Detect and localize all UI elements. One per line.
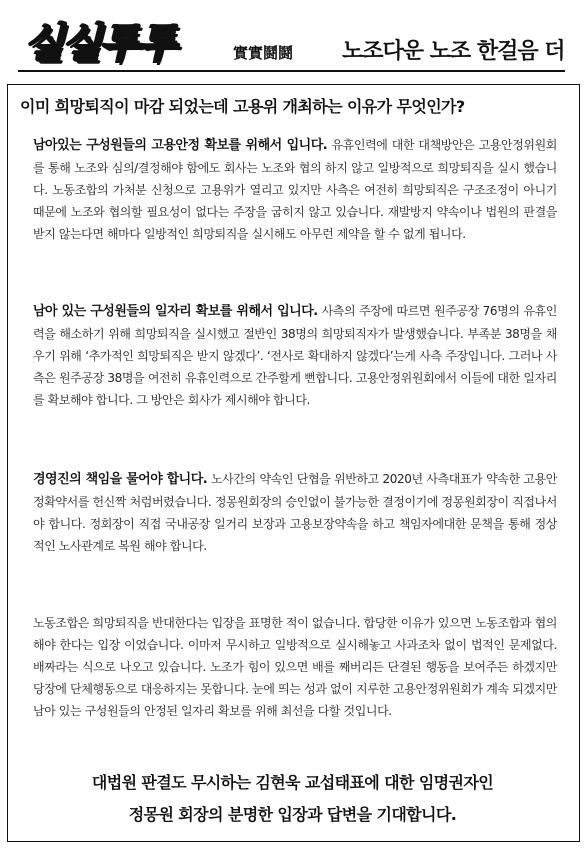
paragraph-2 bbox=[33, 300, 557, 411]
paragraph-1-body: 유휴인력에 대한 대책방안은 고용안정위원회를 통해 노조와 심의/결정해야 함에도 회사는 노조와 협의 하지 않고 일방적으로 희망퇴직을 실시 했습니다. 노동조합의 가처분 신청으로 고용위가 열리고 있지만 사측은 여전히 희망퇴직은 구조조정이 아니기 때문에 노조와 협의할 필요성이 없다는 주장을 굽히지 않고 있습니다. 재발방지 약속이나 법원의 판결을 받지 않는다면 해마다 일방적인 희망퇴직을 실시해도 아무런 제약을 할 수 없게 됩니다. bbox=[33, 138, 557, 241]
paragraph-2-body: 사측의 주장에 따르면 원주공장 76명의 유휴인력을 해소하기 위해 희망퇴직을 실시했고 절반인 38명의 희망퇴직자가 발생했습니다. 부족분 38명을 채우기 위해 ‘추가적인 희망퇴직은 받지 않겠다’. ‘전사로 확대하지 않겠다’는게 사측 주장입니다. 그러나 사측은 원주공장 38명을 여전히 유휴인력으로 간주할게 뻔합니다. 고용안정위원회에서 이들에 대한 일자리를 확보해야 합니다. 그 방안은 회사가 제시해야 합니다. bbox=[33, 304, 557, 407]
brand-hanja: 實實鬪鬪 bbox=[233, 44, 294, 62]
brand-logo-text: 실실투투 bbox=[24, 19, 175, 67]
paragraph-3-body: 노사간의 약속인 단협을 위반하고 2020년 사측대표가 약속한 고용안정확약서를 헌신짝 처럼버렸습니다. 정몽원회장의 승인없이 불가능한 결정이기에 정몽원회장이 직접나서야 합니다. 정회장이 직접 국내공장 일거리 보장과 고용보장약속을 하고 책임자에대한 문책을 통해 정상적인 노사관계로 복원 해야 합니다. bbox=[33, 472, 557, 553]
paragraph-4-body: 노동조합은 희망퇴직을 반대한다는 입장을 표명한 적이 없습니다. 합당한 이유가 있으면 노동조합과 협의해야 한다는 입장 이었습니다. 이마저 무시하고 일방적으로 실시해놓고 사과조차 없이 법적인 문제없다. 배짜라는 식으로 나오고 있습니다. 노조가 힘이 있으면 배를 째버리든 단결된 행동을 보여주든 하겠지만 당장에 단체행동으로 대응하지는 못합니다. 눈에 띄는 성과 없이 지루한 고용안정위원회가 계속 되겠지만 남아 있는 구성원들의 안정된 일자리 확보를 위해 최선을 다할 것입니다. bbox=[33, 616, 557, 718]
paragraph-4 bbox=[33, 612, 557, 722]
slogan: 노조다운 노조 한걸음 더 bbox=[342, 39, 565, 64]
headline: 이미 희망퇴직이 마감 되었는데 고용위 개최하는 이유가 무엇인가? bbox=[20, 97, 465, 116]
header-divider bbox=[18, 70, 565, 72]
closing-line-1: 대법원 판결도 무시하는 김현욱 교섭태표에 대한 임명권자인 bbox=[91, 773, 494, 792]
paragraph-1-lead: 남아있는 구성원들의 고용안정 확보를 위해서 입니다. bbox=[33, 138, 328, 153]
paragraph-3-lead: 경영진의 책임을 물어야 합니다. bbox=[33, 472, 208, 487]
header bbox=[6, 16, 581, 72]
paragraph-3 bbox=[33, 468, 557, 557]
closing-line-2: 정몽원 회장의 분명한 입장과 답변을 기대합니다. bbox=[128, 805, 457, 824]
paragraph-2-lead: 남아 있는 구성원들의 일자리 확보를 위해서 입니다. bbox=[33, 304, 318, 319]
paragraph-1 bbox=[33, 134, 557, 245]
